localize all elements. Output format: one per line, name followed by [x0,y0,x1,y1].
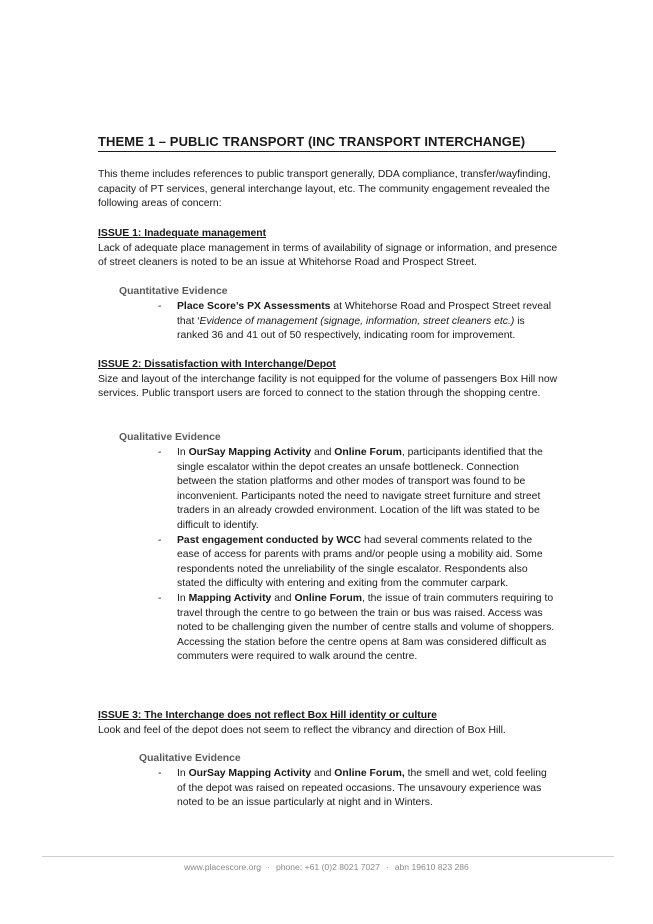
issue-1-section [98,227,558,271]
bold-text: Place Score’s PX Assessments [177,301,331,312]
footer-separator: · [267,862,270,872]
footer [0,862,653,872]
text: In [177,592,189,604]
issue-2-section [98,358,558,402]
theme-intro: This theme includes references to public transport generally, DDA compliance, transfer/wayfinding, capacity of PT services, general interchange layout, etc. The community engagement revealed the following areas of concern: [98,169,551,210]
bold-text: Past engagement conducted by WCC [177,534,362,546]
theme-title: THEME 1 – PUBLIC TRANSPORT (INC TRANSPORT INTERCHANGE) [98,134,556,152]
list-item [158,300,556,344]
bold-text: Mapping Activity [188,592,272,604]
text: , participants identified that the single escalator within the depot creates an unsafe bottleneck. Connection between the station platforms and other modes of transport was found to be inconvenient. Participants noted the need to navigate street furniture and street traders in an already crowded environment. Location of the lift was stated to be difficult to identify. [177,447,543,531]
list-item [158,446,556,534]
list-item [158,767,556,811]
issue-2-evidence-list [158,446,556,665]
text: , the issue of train commuters requiring to travel through the centre to go between the train or bus was raised. Access was noted to be challenging given the number of centre stalls and volume of shoppers. Accessing the station before the centre opens at 8am was considered difficult as commuters were required to walk around the centre. [177,592,555,663]
bold-text: OurSay Mapping Activity [188,768,312,779]
text: at Whitehorse Road and Prospect Street reveal that ‘ [177,301,552,327]
bullet-dash: - [158,592,162,604]
list-item [158,592,556,665]
text: and [311,447,335,458]
issue-3-section [98,709,558,738]
text: In [177,768,189,779]
bold-text: OurSay Mapping Activity [188,447,312,458]
text: and [271,592,295,604]
footer-phone: phone: +61 (0)2 8021 7027 [275,862,380,872]
bold-text: Online Forum, [334,768,405,779]
issue-1-body: Lack of adequate place management in terms of availability of signage or information, and presence of street cleaners is noted to be an issue at Whitehorse Road and Prospect Street. [98,242,558,269]
italic-text: Evidence of management (signage, information, street cleaners etc.) [199,315,515,327]
bold-text: Online Forum [334,447,402,458]
text: had several comments related to the ease of access for parents with prams and/or people using a mobility aid. Some respondents noted the unreliability of the single escalator. Respondents also stated the difficulty with entering and exiting from the commuter carpark. [177,534,543,590]
issue-3-heading: ISSUE 3: The Interchange does not reflect Box Hill identity or culture [98,710,437,721]
issue-3-evidence-heading: Qualitative Evidence [139,753,241,764]
issue-1-evidence-list [158,300,556,344]
list-item [158,534,556,592]
issue-3-body: Look and feel of the depot does not seem to reflect the vibrancy and direction of Box Hill. [98,724,506,736]
issue-2-body: Size and layout of the interchange facility is not equipped for the volume of passengers Box Hill now services. Public transport users are forced to connect to the station through the shopping centre. [98,373,558,400]
footer-abn: abn 19610 823 286 [394,862,469,872]
bullet-dash: - [158,447,162,458]
text: the smell and wet, cold feeling of the depot was raised on repeated occasions. The unsavoury experience was noted to be an issue particularly at night and in Winters. [177,768,547,809]
issue-1-evidence-heading: Quantitative Evidence [119,286,228,297]
text: is ranked 36 and 41 out of 50 respectively, indicating room for improvement. [177,315,525,342]
issue-1-heading: ISSUE 1: Inadequate management [98,228,267,239]
issue-3-evidence-list [158,767,556,811]
bullet-dash: - [158,768,162,779]
text: and [311,768,335,779]
issue-2-heading: ISSUE 2: Dissatisfaction with Interchange/Depot [98,359,336,370]
footer-divider [42,856,614,857]
bullet-dash: - [158,534,162,546]
footer-separator: · [385,862,389,872]
bullet-dash: - [158,301,162,312]
text: In [177,447,189,458]
footer-website-link[interactable]: www.placescore.org [184,862,262,872]
issue-2-evidence-heading: Qualitative Evidence [119,432,221,443]
bold-text: Online Forum [294,592,362,604]
